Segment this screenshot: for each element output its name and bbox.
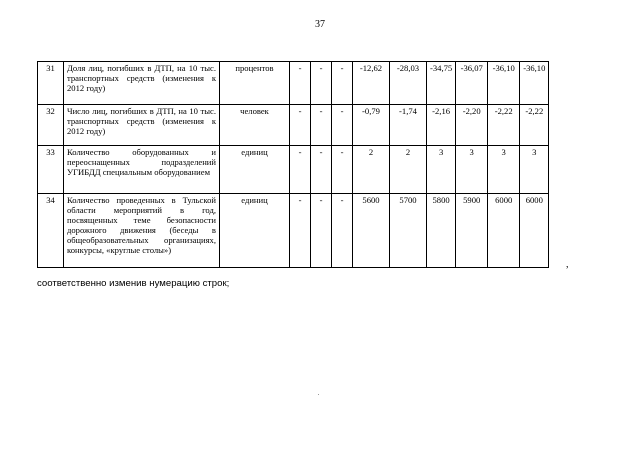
value-cell: 6000 bbox=[488, 194, 520, 268]
value-cell: 3 bbox=[520, 146, 549, 194]
value-cell: 3 bbox=[427, 146, 456, 194]
indicator-name: Количество оборудованных и переоснащенных подразделений УГИБДД специальным оборудованием bbox=[64, 146, 220, 194]
value-cell: - bbox=[290, 146, 311, 194]
row-number: 31 bbox=[38, 62, 64, 105]
value-cell: - bbox=[290, 194, 311, 268]
value-cell: -2,16 bbox=[427, 105, 456, 146]
value-cell: 2 bbox=[390, 146, 427, 194]
unit-cell: человек bbox=[220, 105, 290, 146]
indicator-name: Число лиц, погибших в ДТП, на 10 тыс. транспортных средств (изменения к 2012 году) bbox=[64, 105, 220, 146]
value-cell: -1,74 bbox=[390, 105, 427, 146]
unit-cell: единиц bbox=[220, 146, 290, 194]
indicator-name: Доля лиц, погибших в ДТП, на 10 тыс. транспортных средств (изменения к 2012 году) bbox=[64, 62, 220, 105]
row-number: 33 bbox=[38, 146, 64, 194]
value-cell: -36,10 bbox=[520, 62, 549, 105]
value-cell: 5900 bbox=[456, 194, 488, 268]
value-cell: - bbox=[311, 146, 332, 194]
unit-cell: процентов bbox=[220, 62, 290, 105]
indicator-name: Количество проведенных в Тульской области мероприятий в год, посвященных теме безопасности дорожного движения (беседы в общеобразовательных организациях, конкурсы, «круглые столы») bbox=[64, 194, 220, 268]
table-row bbox=[38, 146, 549, 194]
value-cell: - bbox=[332, 146, 353, 194]
table-row bbox=[38, 194, 549, 268]
scan-speck bbox=[318, 394, 319, 395]
indicators-table bbox=[37, 61, 549, 268]
value-cell: - bbox=[311, 194, 332, 268]
value-cell: 2 bbox=[353, 146, 390, 194]
page-number: 37 bbox=[315, 19, 325, 30]
value-cell: -12,62 bbox=[353, 62, 390, 105]
value-cell: - bbox=[332, 194, 353, 268]
value-cell: 6000 bbox=[520, 194, 549, 268]
value-cell: 3 bbox=[488, 146, 520, 194]
value-cell: - bbox=[290, 62, 311, 105]
value-cell: 5800 bbox=[427, 194, 456, 268]
trailing-comma: , bbox=[566, 259, 569, 270]
value-cell: -0,79 bbox=[353, 105, 390, 146]
value-cell: - bbox=[311, 105, 332, 146]
table-row bbox=[38, 62, 549, 105]
table-row bbox=[38, 105, 549, 146]
value-cell: -36,07 bbox=[456, 62, 488, 105]
value-cell: -28,03 bbox=[390, 62, 427, 105]
value-cell: -34,75 bbox=[427, 62, 456, 105]
value-cell: -2,22 bbox=[520, 105, 549, 146]
value-cell: - bbox=[311, 62, 332, 105]
row-number: 32 bbox=[38, 105, 64, 146]
value-cell: - bbox=[332, 105, 353, 146]
value-cell: 5600 bbox=[353, 194, 390, 268]
value-cell: -36,10 bbox=[488, 62, 520, 105]
unit-cell: единиц bbox=[220, 194, 290, 268]
value-cell: -2,20 bbox=[456, 105, 488, 146]
value-cell: 3 bbox=[456, 146, 488, 194]
footer-text: соответственно изменив нумерацию строк; bbox=[37, 278, 230, 289]
value-cell: - bbox=[332, 62, 353, 105]
value-cell: 5700 bbox=[390, 194, 427, 268]
value-cell: - bbox=[290, 105, 311, 146]
value-cell: -2,22 bbox=[488, 105, 520, 146]
row-number: 34 bbox=[38, 194, 64, 268]
